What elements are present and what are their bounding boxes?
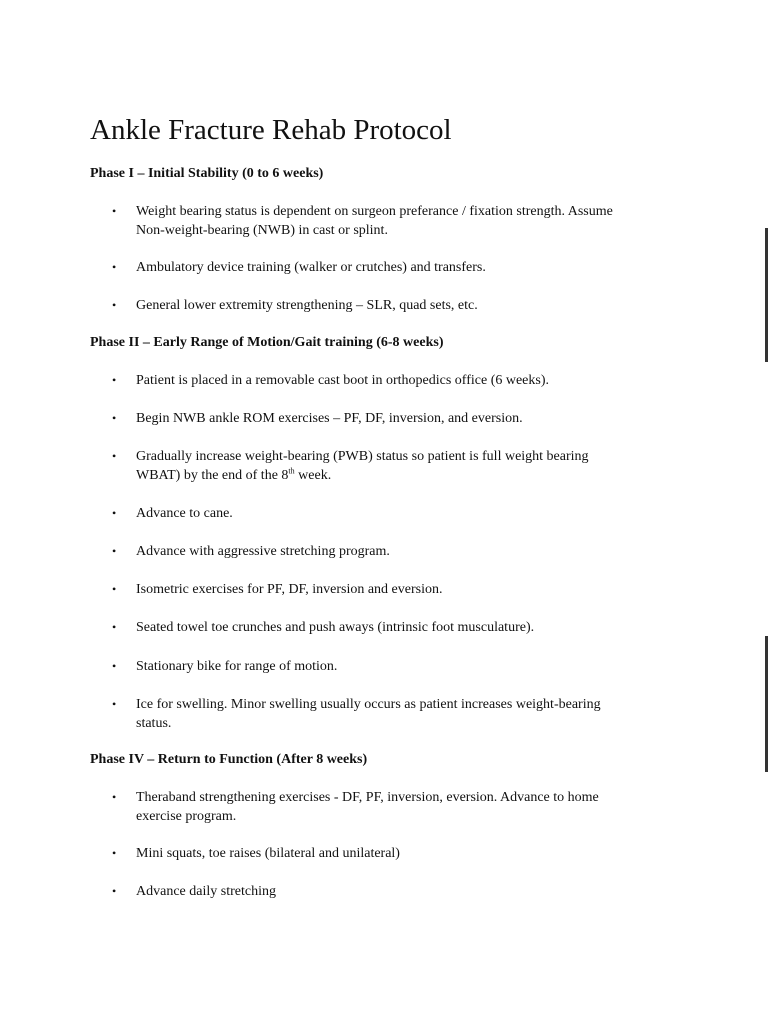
list-item: [112, 409, 616, 428]
list-item: [112, 371, 616, 390]
bullet-icon: •: [112, 790, 117, 804]
list-item-text: Weight bearing status is dependent on surgeon preferance / fixation strength. Assume Non-weight-bearing (NWB) in cast or splint.: [136, 204, 613, 238]
bullet-icon: •: [112, 846, 117, 860]
list-item-text: Advance with aggressive stretching program.: [136, 544, 390, 559]
list-item-text: [136, 447, 616, 485]
phase-2-heading: Phase II – Early Range of Motion/Gait training (6-8 weeks): [90, 335, 444, 350]
list-item-text: Isometric exercises for PF, DF, inversion and eversion.: [136, 582, 443, 597]
bullet-icon: •: [112, 449, 117, 463]
list-item-text: Theraband strengthening exercises - DF, PF, inversion, eversion. Advance to home exercise program.: [136, 790, 599, 824]
list-item: [112, 504, 616, 523]
list-item-text: Patient is placed in a removable cast boot in orthopedics office (6 weeks).: [136, 373, 549, 388]
phase-1-heading: Phase I – Initial Stability (0 to 6 weeks): [90, 166, 324, 181]
list-item: [112, 657, 616, 676]
list-item-text: Ambulatory device training (walker or crutches) and transfers.: [136, 260, 486, 275]
weight-text-after: week.: [294, 468, 332, 483]
page-title: Ankle Fracture Rehab Protocol: [90, 114, 452, 146]
list-item: [112, 258, 616, 277]
bullet-icon: •: [112, 884, 117, 898]
list-item-text: Advance to cane.: [136, 506, 233, 521]
phase-4-heading: Phase IV – Return to Function (After 8 weeks): [90, 752, 368, 767]
list-item: [112, 542, 616, 561]
bullet-icon: •: [112, 659, 117, 673]
bullet-icon: •: [112, 506, 117, 520]
bullet-icon: •: [112, 620, 117, 634]
list-item: [112, 788, 616, 826]
list-item-text: Seated towel toe crunches and push aways (intrinsic foot musculature).: [136, 620, 535, 635]
bullet-icon: •: [112, 260, 117, 274]
bullet-icon: •: [112, 411, 117, 425]
list-item: [112, 695, 616, 733]
list-item-text: Stationary bike for range of motion.: [136, 659, 338, 674]
list-item-text: General lower extremity strengthening – SLR, quad sets, etc.: [136, 298, 478, 313]
bullet-icon: •: [112, 298, 117, 312]
list-item: [112, 882, 616, 901]
list-item: [112, 202, 616, 240]
list-item-text: Ice for swelling. Minor swelling usually occurs as patient increases weight-bearing status.: [136, 697, 601, 731]
list-item-text: Mini squats, toe raises (bilateral and unilateral): [136, 846, 400, 861]
bullet-icon: •: [112, 373, 117, 387]
list-item: [112, 618, 616, 637]
ordinal-suffix: th: [288, 466, 295, 476]
list-item-text: Begin NWB ankle ROM exercises – PF, DF, inversion, and eversion.: [136, 411, 523, 426]
list-item-text: Advance daily stretching: [136, 884, 276, 899]
weight-text-before: Gradually increase weight-bearing (PWB) status so patient is full weight bearing WBAT) by the end of the 8: [136, 449, 589, 483]
bullet-icon: •: [112, 204, 117, 218]
list-item: [112, 580, 616, 599]
list-item: [112, 447, 616, 485]
bullet-icon: •: [112, 544, 117, 558]
bullet-icon: •: [112, 697, 117, 711]
list-item: [112, 296, 616, 315]
bullet-icon: •: [112, 582, 117, 596]
list-item: [112, 844, 616, 863]
